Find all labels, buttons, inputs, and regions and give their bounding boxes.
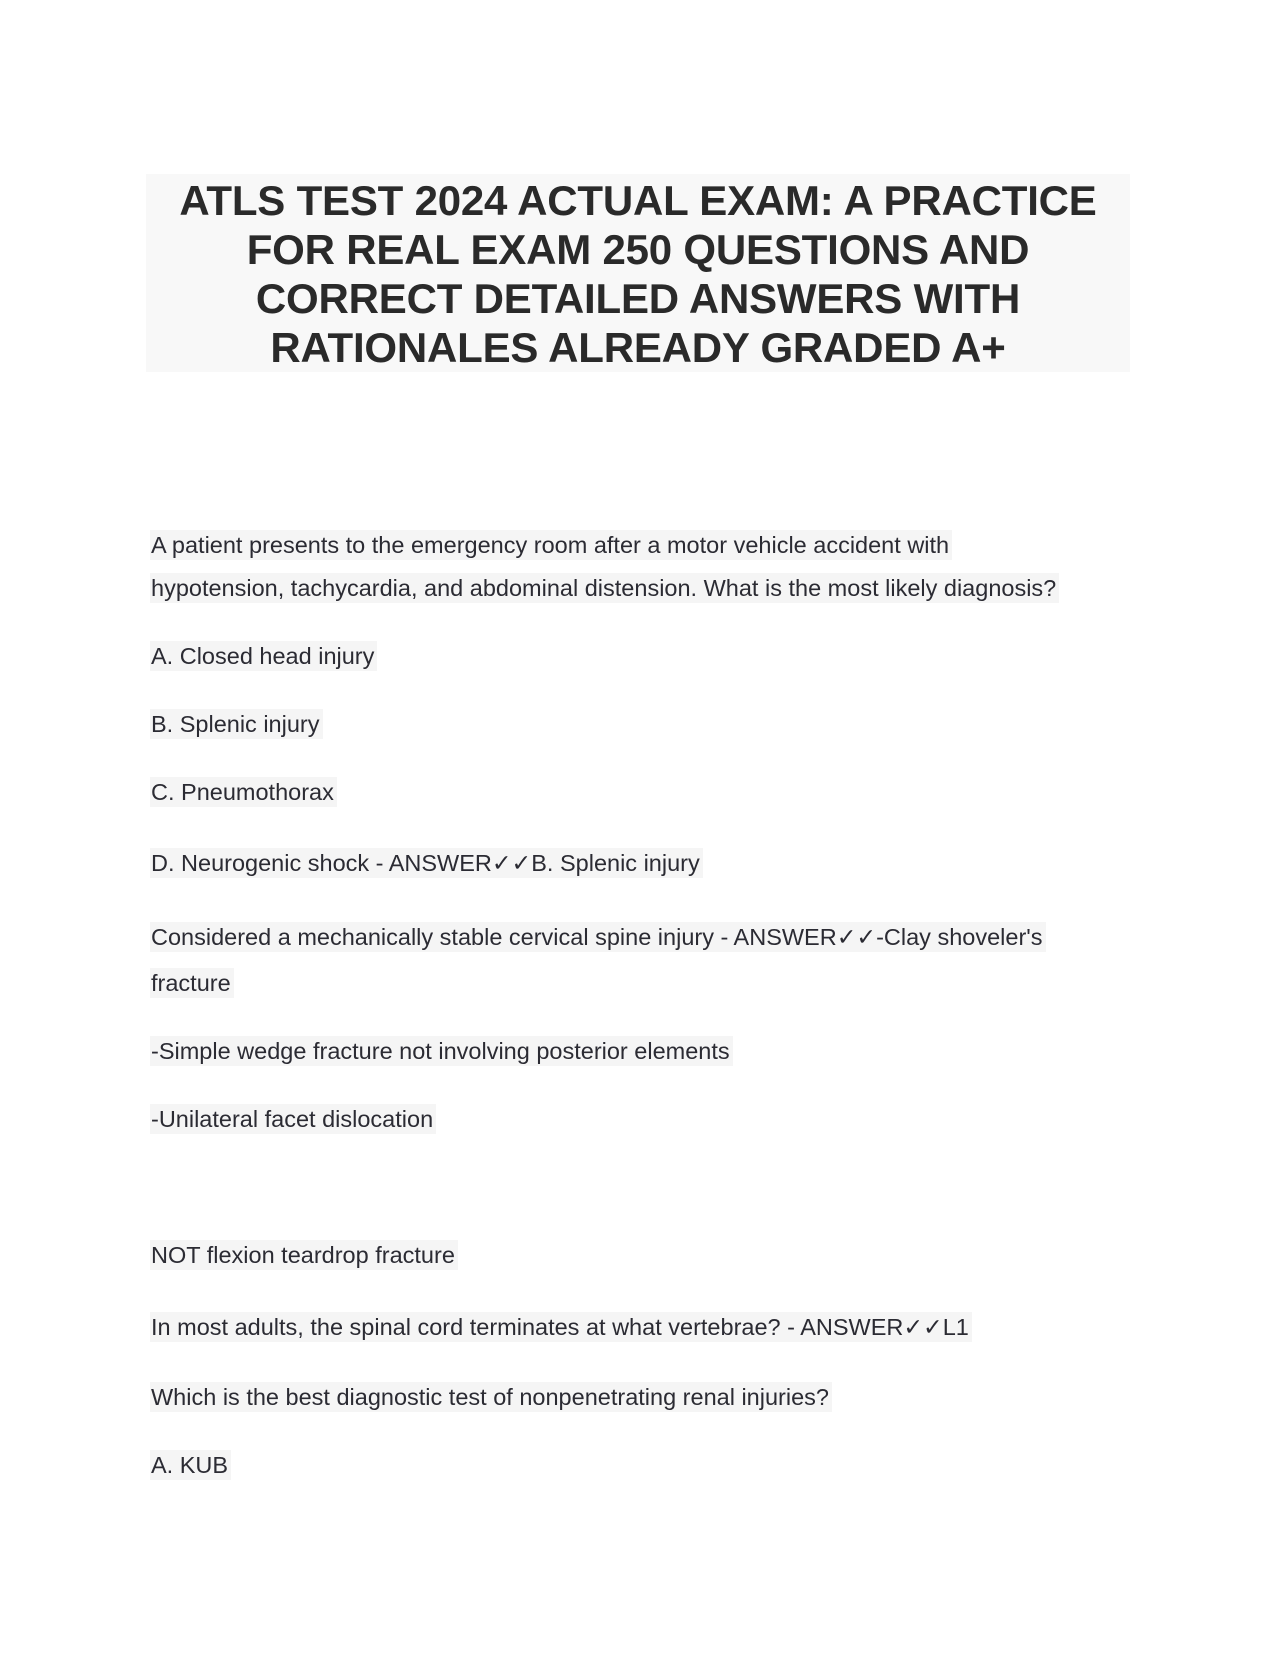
question-1-line-1: A patient presents to the emergency room after a motor vehicle accident with [150, 530, 952, 560]
question-1-line-2: hypotension, tachycardia, and abdominal distension. What is the most likely diagnosis? [150, 573, 1059, 603]
question-2-line-2: fracture [150, 968, 234, 998]
question-4-line-1: Which is the best diagnostic test of nonpenetrating renal injuries? [150, 1382, 832, 1412]
question-2-answer-item: -Simple wedge fracture not involving posterior elements [150, 1036, 733, 1066]
question-3: In most adults, the spinal cord terminates at what vertebrae? - ANSWER✓✓L1 [150, 1312, 972, 1342]
question-1-option-c: C. Pneumothorax [150, 777, 337, 807]
question-1-option-b: B. Splenic injury [150, 709, 323, 739]
document-title-block [146, 174, 1130, 372]
question-4-option-a: A. KUB [150, 1450, 231, 1480]
question-2-line-1: Considered a mechanically stable cervical spine injury - ANSWER✓✓-Clay shoveler's [150, 922, 1046, 952]
question-2-note: NOT flexion teardrop fracture [150, 1240, 458, 1270]
question-1-option-a: A. Closed head injury [150, 641, 377, 671]
question-2-answer-item: -Unilateral facet dislocation [150, 1104, 436, 1134]
question-1-option-d-answer: D. Neurogenic shock - ANSWER✓✓B. Splenic injury [150, 848, 703, 878]
document-title: ATLS TEST 2024 ACTUAL EXAM: A PRACTICE FOR REAL EXAM 250 QUESTIONS AND CORRECT DETAILED ANSWERS WITH RATIONALES ALREADY GRADED A+ [179, 177, 1097, 371]
